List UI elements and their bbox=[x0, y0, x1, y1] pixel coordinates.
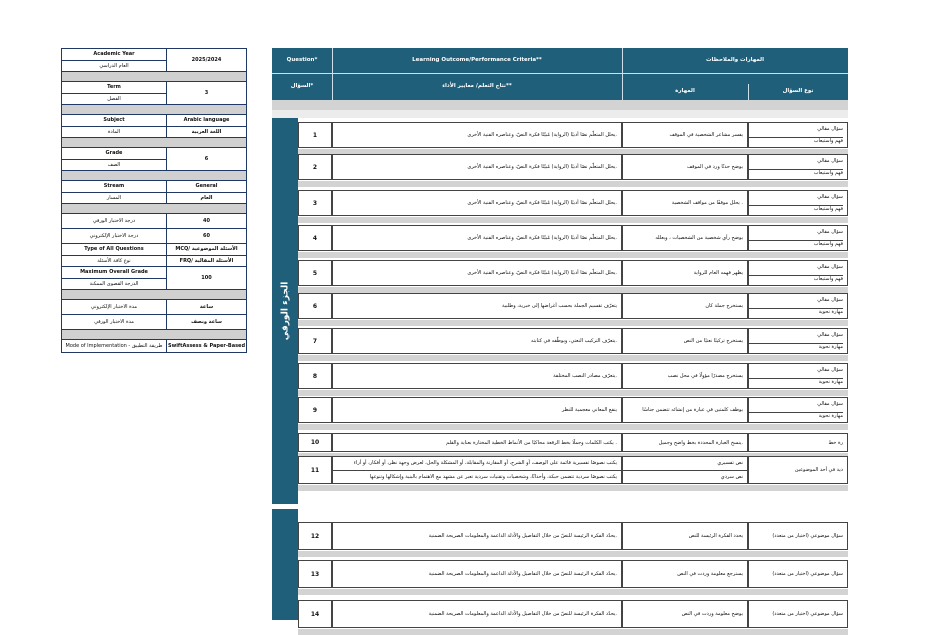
skill: يوضح رأي شخصية من الشخصيات ، ويعلله bbox=[622, 225, 748, 251]
skill: ينسخ العبارة المحددة بخط واضح وجميل. bbox=[622, 433, 748, 452]
exam-specification-table bbox=[272, 48, 848, 620]
question-row bbox=[298, 600, 848, 628]
info-spacer bbox=[62, 170, 246, 180]
question-number: 2 bbox=[298, 154, 332, 180]
row-separator-band bbox=[298, 390, 848, 396]
header-outcome-en: Learning Outcome/Performance Criteria** bbox=[412, 57, 542, 63]
info-row-value: 6 bbox=[204, 156, 209, 162]
question-type-text: سؤال موضوعي (اختيار من متعدد) bbox=[772, 533, 843, 539]
skill-text: نص تفسيري bbox=[717, 460, 743, 467]
question-type bbox=[748, 293, 848, 319]
info-row bbox=[62, 81, 246, 104]
skill: يحدد الفكرة الرئيسة للنص bbox=[622, 522, 748, 550]
info-duration-label: مدة الاختبار الإلكتروني bbox=[90, 304, 138, 310]
info-detail-value: 60 bbox=[203, 233, 210, 239]
info-spacer bbox=[62, 289, 246, 299]
question-row bbox=[298, 433, 848, 452]
skill: يظهر فهمه العام للرواية bbox=[622, 260, 748, 286]
question-row bbox=[298, 190, 848, 216]
row-separator-band bbox=[298, 217, 848, 223]
question-type-text: سؤال مقالي bbox=[817, 331, 843, 338]
question-number: 14 bbox=[298, 600, 332, 628]
question-type-text: سؤال مقالي bbox=[817, 193, 843, 200]
section-band bbox=[272, 110, 848, 118]
info-mode-label: Mode of Implementation - طريقة التطبيق bbox=[65, 343, 163, 349]
row-separator-band bbox=[298, 252, 848, 258]
info-spacer bbox=[62, 203, 246, 213]
info-detail-label: درجة الاختبار الورقي bbox=[92, 218, 136, 224]
question-type-text: مهارة نحوية bbox=[749, 308, 843, 315]
question-type-text: سؤال مقالي bbox=[817, 263, 843, 270]
info-row-value: General bbox=[195, 183, 218, 190]
skill: يفسر مشاعر الشخصية في الموقف bbox=[622, 122, 748, 148]
info-row-value: 3 bbox=[204, 90, 209, 96]
info-duration bbox=[62, 299, 246, 314]
question-number: 9 bbox=[298, 397, 332, 423]
question-number: 7 bbox=[298, 328, 332, 354]
learning-outcome: يحلل المتعلّم نصًا أدبيًا (الرواية) مُبيّنًا فكرة النصّ، وعناصره الفنية الأخرى. bbox=[332, 154, 622, 180]
question-row bbox=[298, 293, 848, 319]
info-detail bbox=[62, 228, 246, 243]
info-row-label: العام الدراسي bbox=[99, 62, 129, 69]
learning-outcome: يحلل المتعلّم نصًا أدبيًا (الرواية) مُبيّنًا فكرة النصّ، وعناصره الفنية الأخرى. bbox=[332, 225, 622, 251]
info-detail bbox=[62, 213, 246, 228]
question-type-text: مهارة نحوية bbox=[749, 343, 843, 350]
info-detail-label: درجة الاختبار الإلكتروني bbox=[89, 233, 139, 239]
info-spacer bbox=[62, 137, 246, 147]
header-skills: المهارات والملاحظات bbox=[706, 57, 764, 63]
row-separator-band bbox=[298, 424, 848, 430]
question-number: 10 bbox=[298, 433, 332, 452]
question-type bbox=[748, 190, 848, 216]
section-band bbox=[272, 100, 848, 110]
question-row bbox=[298, 328, 848, 354]
info-row bbox=[62, 180, 246, 203]
learning-outcome: ينفع المعاني معجمية للنظر bbox=[332, 397, 622, 423]
skill: يوظف كلمتين في عبارة من إنشائه تتضمن جناسًا bbox=[622, 397, 748, 423]
info-mode bbox=[62, 339, 246, 352]
question-row bbox=[298, 560, 848, 588]
info-row bbox=[62, 114, 246, 137]
question-row bbox=[298, 154, 848, 180]
info-row-value: Arabic language bbox=[183, 117, 230, 124]
learning-outcome bbox=[332, 456, 622, 484]
learning-outcome: يحدّد الفكرة الرئيسة للنصّ من خلال التفاصيل والأدلة الداعمة والمعلومات الصريحة الضمنية. bbox=[332, 522, 622, 550]
info-row-value: العام bbox=[167, 192, 246, 204]
question-row bbox=[298, 122, 848, 148]
learning-outcome: يتعرّف تقسيم الجملة بحسب أغراضها إلى خبرية، وطلبية bbox=[332, 293, 622, 319]
info-mode-value: SwiftAssess & Paper-Based bbox=[167, 343, 246, 349]
question-number: 3 bbox=[298, 190, 332, 216]
learning-outcome: يتعرّف مصادر النصب المختلفة. bbox=[332, 363, 622, 389]
learning-outcome: يحلل المتعلّم نصًا أدبيًا (الرواية) مُبيّنًا فكرة النصّ، وعناصره الفنية الأخرى. bbox=[332, 122, 622, 148]
learning-outcome: يكتب الكلمات وجملًا بخط الرقعة محاكيًا من الأنماط الخطية المختارة بعناية والقلم . bbox=[332, 433, 622, 452]
info-row-label: Grade bbox=[62, 148, 166, 160]
learning-outcome: يحلل المتعلّم نصًا أدبيًا (الرواية) مُبيّنًا فكرة النصّ، وعناصره الفنية الأخرى. bbox=[332, 190, 622, 216]
question-number: 1 bbox=[298, 122, 332, 148]
learning-outcome: يحلل المتعلّم نصًا أدبيًا (الرواية) مُبيّنًا فكرة النصّ، وعناصره الفنية الأخرى. bbox=[332, 260, 622, 286]
question-number: 8 bbox=[298, 363, 332, 389]
question-type-text: سؤال مقالي bbox=[817, 366, 843, 373]
learning-outcome: يحدّد الفكرة الرئيسة للنصّ من خلال التفاصيل والأدلة الداعمة والمعلومات الصريحة الضمنية. bbox=[332, 560, 622, 588]
info-max-grade bbox=[62, 266, 246, 289]
table-header bbox=[272, 48, 848, 100]
row-separator-band bbox=[298, 589, 848, 595]
question-type-text: سؤال مقالي bbox=[817, 125, 843, 132]
header-question-en: Question* bbox=[286, 57, 318, 63]
question-type-text: مهارة نحوية bbox=[749, 412, 843, 419]
question-type-text: سؤال موضوعي (اختيار من متعدد) bbox=[772, 571, 843, 577]
question-type-text: سؤال مقالي bbox=[817, 296, 843, 303]
question-type-text: دية في أحد الموضوعين bbox=[794, 467, 843, 473]
header-divider bbox=[332, 48, 333, 100]
info-question-type-label: نوع كافة الأسئلة bbox=[97, 257, 131, 264]
question-number: 5 bbox=[298, 260, 332, 286]
header-question-ar: السؤال* bbox=[290, 83, 314, 89]
question-type bbox=[748, 328, 848, 354]
info-max-grade-label: الدرجة القصوى الممكنة bbox=[89, 280, 139, 287]
question-type-text: فهم واستيعاب bbox=[749, 205, 843, 212]
info-row-label: Stream bbox=[62, 181, 166, 193]
skill bbox=[622, 456, 748, 484]
row-separator-band bbox=[298, 551, 848, 557]
info-row-label: Subject bbox=[62, 115, 166, 127]
row-separator-band bbox=[298, 485, 848, 491]
question-type bbox=[748, 397, 848, 423]
row-separator-band bbox=[298, 355, 848, 361]
info-spacer bbox=[62, 329, 246, 339]
skill: يستخرج تركيبًا نعتيًا من النص bbox=[622, 328, 748, 354]
question-type bbox=[748, 600, 848, 628]
info-question-type bbox=[62, 243, 246, 266]
question-type bbox=[748, 363, 848, 389]
info-question-type-value: MCQ/ الأسئلة الموضوعية bbox=[175, 246, 238, 253]
question-type bbox=[748, 154, 848, 180]
question-type bbox=[748, 433, 848, 452]
info-question-type-label: Type of All Questions bbox=[62, 244, 166, 256]
question-number: 12 bbox=[298, 522, 332, 550]
paper-part-label: الجزء الورقي bbox=[272, 118, 298, 504]
question-number: 6 bbox=[298, 293, 332, 319]
info-row-value: اللغة العربية bbox=[167, 126, 246, 138]
skill: يوضح حدثًا ورد في الموقف bbox=[622, 154, 748, 180]
skill: يحلل موقفًا من مواقف الشخصية . bbox=[622, 190, 748, 216]
row-separator-band bbox=[298, 181, 848, 187]
info-row-value: 2025/2024 bbox=[191, 57, 222, 63]
exam-info-table bbox=[61, 48, 247, 353]
learning-outcome-text: يكتب نصوصًا تفسيرية قائمة على الوصف، أو الشرح، أو المقارنة والمقابلة، أو المشكلة والحل، لعرض وجهة نظر، أو أفكار، أو أراء bbox=[353, 460, 617, 467]
question-row bbox=[298, 397, 848, 423]
info-detail-value: 40 bbox=[203, 218, 210, 224]
header-question-type: نوع السؤال bbox=[782, 88, 814, 94]
info-row bbox=[62, 49, 246, 71]
info-row-label: المادة bbox=[107, 128, 121, 135]
question-type-text: فهم واستيعاب bbox=[749, 240, 843, 247]
info-question-type-value: FRQ/ الأسئلة المقالية bbox=[167, 255, 246, 267]
part-label-bar bbox=[272, 509, 298, 620]
info-duration-value: ساعة bbox=[199, 304, 214, 310]
question-row bbox=[298, 363, 848, 389]
question-type-text: سؤال مقالي bbox=[817, 228, 843, 235]
info-spacer bbox=[62, 104, 246, 114]
skill: يستخرج مصدرًا مؤولًا في محل نصب bbox=[622, 363, 748, 389]
question-type-text: فهم واستيعاب bbox=[749, 169, 843, 176]
info-row-label: Term bbox=[62, 82, 166, 94]
question-type bbox=[748, 456, 848, 484]
question-row bbox=[298, 260, 848, 286]
question-number: 13 bbox=[298, 560, 332, 588]
learning-outcome-text: يكتب نصوصًا سردية تتضمن حبكة، وأحداثًا، وشخصيات وتقنيات سردية تعبر عن مشهد مع الاهتمام بالبنية وإشكالها وتنوعها bbox=[333, 470, 621, 484]
learning-outcome: يحدّد الفكرة الرئيسة للنصّ من خلال التفاصيل والأدلة الداعمة والمعلومات الصريحة الضمنية. bbox=[332, 600, 622, 628]
question-type bbox=[748, 225, 848, 251]
question-type-text: مهارة نحوية bbox=[749, 378, 843, 385]
info-duration-label: مدة الاختبار الورقي bbox=[94, 319, 134, 325]
info-row-label: Academic Year bbox=[62, 49, 166, 61]
question-number: 11 bbox=[298, 456, 332, 484]
question-type bbox=[748, 260, 848, 286]
skill: يستخرج جملة كان bbox=[622, 293, 748, 319]
header-divider bbox=[272, 73, 848, 74]
question-row bbox=[298, 456, 848, 484]
question-type-text: سؤال مقالي bbox=[817, 157, 843, 164]
info-row-label: الفصل bbox=[107, 95, 121, 102]
row-separator-band bbox=[298, 320, 848, 326]
question-type bbox=[748, 122, 848, 148]
info-row bbox=[62, 147, 246, 170]
info-spacer bbox=[62, 71, 246, 81]
row-separator-band bbox=[298, 629, 848, 635]
question-type-text: رة خط bbox=[828, 439, 843, 446]
question-type-text: فهم واستيعاب bbox=[749, 275, 843, 282]
header-divider bbox=[748, 84, 749, 100]
header-outcome-ar: نتاج التعلم/ معايير الأداء** bbox=[442, 83, 512, 89]
skill: يسترجع معلومة وردت في النص bbox=[622, 560, 748, 588]
skill: يوضح معلومة وردت في النص bbox=[622, 600, 748, 628]
question-row bbox=[298, 225, 848, 251]
question-number: 4 bbox=[298, 225, 332, 251]
info-duration-value: ساعة ونصف bbox=[191, 319, 222, 325]
question-type-text: فهم واستيعاب bbox=[749, 137, 843, 144]
info-row-label: المسار bbox=[106, 194, 122, 201]
header-skill: المهارة bbox=[675, 88, 695, 94]
question-type bbox=[748, 522, 848, 550]
question-type-text: سؤال موضوعي (اختيار من متعدد) bbox=[772, 611, 843, 617]
info-duration bbox=[62, 314, 246, 329]
question-type bbox=[748, 560, 848, 588]
question-type-text: سؤال مقالي bbox=[817, 400, 843, 407]
info-row-label: الصف bbox=[107, 161, 121, 168]
learning-outcome: يتعرّف التركيب النعتي، ويوظّفه في كتابته. bbox=[332, 328, 622, 354]
info-max-grade-value: 100 bbox=[201, 275, 212, 281]
header-divider bbox=[622, 48, 623, 100]
question-row bbox=[298, 522, 848, 550]
skill-text: نص سردي bbox=[623, 470, 747, 484]
info-max-grade-label: Maximum Overall Grade bbox=[62, 267, 166, 279]
